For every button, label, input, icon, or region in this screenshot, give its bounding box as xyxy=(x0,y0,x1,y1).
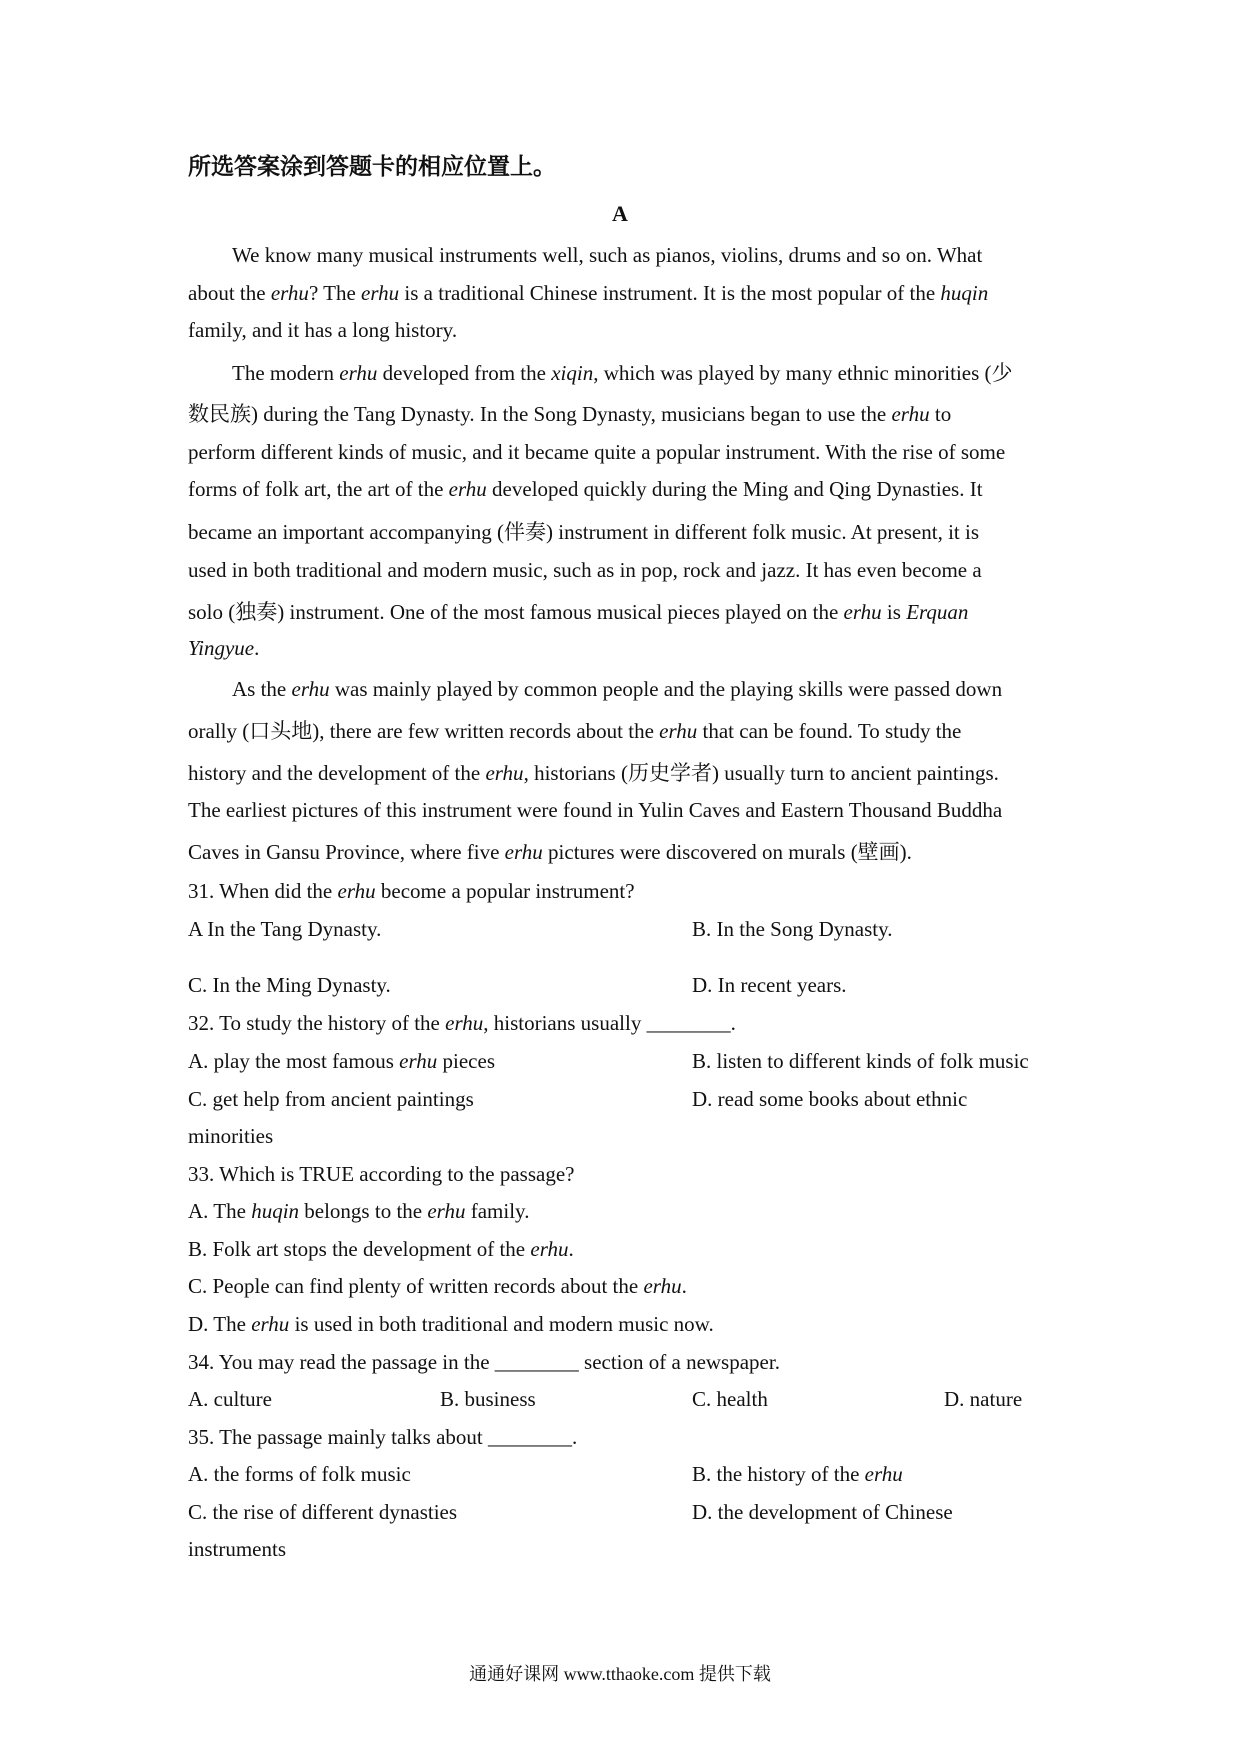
option-b[interactable]: B. listen to different kinds of folk music xyxy=(692,1049,1029,1073)
passage-line: history and the development of the erhu, historians (历史学者) usually turn to ancient paintings. xyxy=(188,761,999,785)
option-d[interactable]: D. read some books about ethnic xyxy=(692,1087,968,1111)
passage-title: A xyxy=(612,201,628,226)
option-b[interactable]: B. Folk art stops the development of the erhu. xyxy=(188,1237,574,1261)
passage-line: about the erhu? The erhu is a traditional Chinese instrument. It is the most popular of the huqin xyxy=(188,281,989,305)
option-d[interactable]: D. the development of Chinese xyxy=(692,1500,953,1524)
passage-line: The earliest pictures of this instrument were found in Yulin Caves and Eastern Thousand Buddha xyxy=(188,798,1003,822)
option-c[interactable]: C. People can find plenty of written records about the erhu. xyxy=(188,1274,687,1298)
option-d[interactable]: D. nature xyxy=(944,1387,1023,1411)
answer-instruction: 所选答案涂到答题卡的相应位置上。 xyxy=(188,154,556,179)
option-a[interactable]: A. The huqin belongs to the erhu family. xyxy=(188,1199,530,1223)
passage-line: Yingyue. xyxy=(188,636,260,660)
passage-line: The modern erhu developed from the xiqin, which was played by many ethnic minorities (少 xyxy=(232,361,1013,385)
option-a[interactable]: A In the Tang Dynasty. xyxy=(188,917,382,941)
passage-line: Caves in Gansu Province, where five erhu pictures were discovered on murals (壁画). xyxy=(188,840,912,864)
passage-line: became an important accompanying (伴奏) instrument in different folk music. At present, it is xyxy=(188,520,979,544)
option-a[interactable]: A. play the most famous erhu pieces xyxy=(188,1049,495,1073)
option-c[interactable]: C. health xyxy=(692,1387,768,1411)
option-c[interactable]: C. the rise of different dynasties xyxy=(188,1500,458,1524)
question-stem: 34. You may read the passage in the ________ section of a newspaper. xyxy=(188,1350,780,1374)
question-stem: 32. To study the history of the erhu, historians usually ________. xyxy=(188,1011,736,1035)
question-stem: 33. Which is TRUE according to the passage? xyxy=(188,1162,575,1186)
passage-line: 数民族) during the Tang Dynasty. In the Song Dynasty, musicians began to use the erhu to xyxy=(188,402,952,426)
option-d[interactable]: D. In recent years. xyxy=(692,973,847,997)
passage-line: We know many musical instruments well, such as pianos, violins, drums and so on. What xyxy=(232,243,983,267)
passage-line: family, and it has a long history. xyxy=(188,318,458,342)
option-b[interactable]: B. the history of the erhu xyxy=(692,1462,903,1486)
passage-line: orally (口头地), there are few written records about the erhu that can be found. To study the xyxy=(188,719,962,743)
passage-line: perform different kinds of music, and it became quite a popular instrument. With the rise of some xyxy=(188,440,1006,464)
passage-line: As the erhu was mainly played by common people and the playing skills were passed down xyxy=(232,677,1003,701)
option-c[interactable]: C. get help from ancient paintings xyxy=(188,1087,474,1111)
question-stem: 31. When did the erhu become a popular instrument? xyxy=(188,879,635,903)
option-d-continued: minorities xyxy=(188,1124,274,1148)
passage-line: forms of folk art, the art of the erhu developed quickly during the Ming and Qing Dynasties. It xyxy=(188,477,983,501)
option-b[interactable]: B. business xyxy=(440,1387,536,1411)
option-a[interactable]: A. the forms of folk music xyxy=(188,1462,411,1486)
passage-line: solo (独奏) instrument. One of the most famous musical pieces played on the erhu is Erquan xyxy=(188,600,969,624)
option-c[interactable]: C. In the Ming Dynasty. xyxy=(188,973,391,997)
option-d-continued: instruments xyxy=(188,1537,286,1561)
question-stem: 35. The passage mainly talks about ________. xyxy=(188,1425,578,1449)
option-d[interactable]: D. The erhu is used in both traditional and modern music now. xyxy=(188,1312,714,1336)
page-footer: 通通好课网 www.tthaoke.com 提供下载 xyxy=(469,1664,771,1684)
option-b[interactable]: B. In the Song Dynasty. xyxy=(692,917,893,941)
option-a[interactable]: A. culture xyxy=(188,1387,272,1411)
passage-line: used in both traditional and modern music, such as in pop, rock and jazz. It has even become a xyxy=(188,558,982,582)
